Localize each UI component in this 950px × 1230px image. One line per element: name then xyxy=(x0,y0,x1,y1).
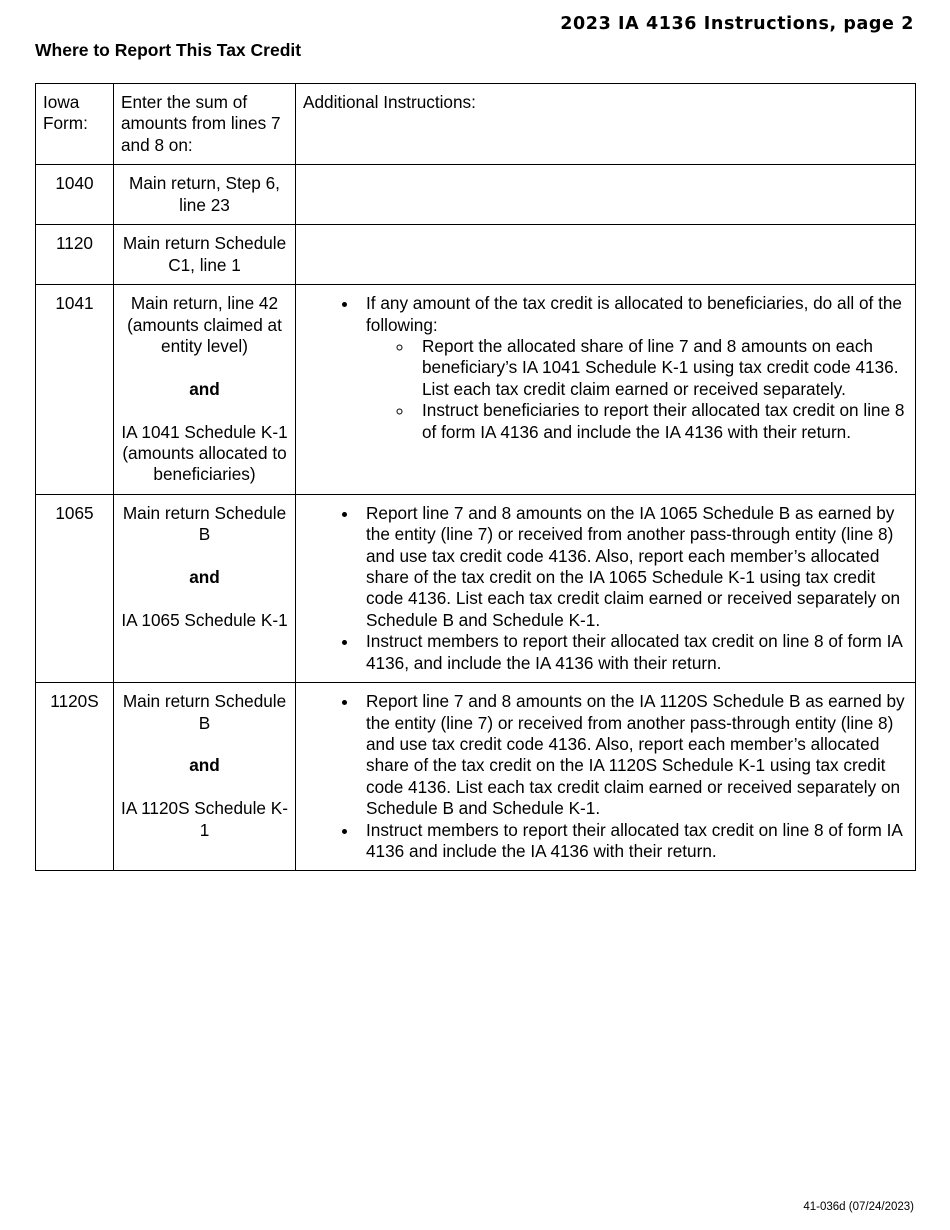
instruction-item: • Report line 7 and 8 amounts on the IA 1065 Schedule B as earned by the entity (line 7) or received from another pass-through entity (line 8) and use tax credit code 4136. Also, report each member’s allocated share of the tax credit on the IA 1065 Schedule K-1 using tax credit code 4136. List each tax credit claim earned or received separately on Schedule B and Schedule K-1. xyxy=(359,503,908,631)
header-form: Iowa Form: xyxy=(36,84,114,165)
form-number: 1041 xyxy=(36,285,114,495)
instructions-cell xyxy=(296,285,916,495)
location-line: Main return Schedule B xyxy=(122,691,287,733)
instruction-item: • Instruct members to report their allocated tax credit on line 8 of form IA 4136 and include the IA 4136 with their return. xyxy=(359,820,908,863)
and-label: and xyxy=(189,567,220,588)
header-where: Enter the sum of amounts from lines 7 and 8 on: xyxy=(114,84,296,165)
table-header-row xyxy=(36,84,916,165)
location-line: IA 1065 Schedule K-1 xyxy=(121,609,288,630)
instructions-cell xyxy=(296,494,916,682)
header-instructions: Additional Instructions: xyxy=(296,84,916,165)
report-table xyxy=(35,83,916,871)
location-line: Main return, line 42 (amounts claimed at entity level) xyxy=(127,293,282,357)
report-location xyxy=(114,494,296,682)
table-row xyxy=(36,225,916,285)
location-line: Main return Schedule B xyxy=(122,502,287,545)
sub-instruction-list xyxy=(366,336,908,443)
form-number: 1040 xyxy=(36,165,114,225)
location-line: IA 1041 Schedule K-1 (amounts allocated to beneficiaries) xyxy=(121,421,288,485)
sub-instruction-item: ◦ Instruct beneficiaries to report their allocated tax credit on line 8 of form IA 4136 and include the IA 4136 with their return. xyxy=(414,400,908,443)
instruction-list xyxy=(303,293,908,443)
section-title: Where to Report This Tax Credit xyxy=(35,40,302,60)
instruction-list xyxy=(303,691,908,862)
form-number: 1120S xyxy=(36,683,114,871)
instructions-cell xyxy=(296,683,916,871)
instruction-list xyxy=(303,503,908,674)
report-location xyxy=(114,165,296,225)
table-row xyxy=(36,494,916,682)
table-row xyxy=(36,285,916,495)
instruction-text: If any amount of the tax credit is allocated to beneficiaries, do all of the following: xyxy=(366,293,902,335)
page-header: 2023 IA 4136 Instructions, page 2 xyxy=(560,14,914,34)
and-label: and xyxy=(189,378,220,399)
table-row xyxy=(36,165,916,225)
instructions-cell xyxy=(296,165,916,225)
instruction-item: • Instruct members to report their allocated tax credit on line 8 of form IA 4136, and include the IA 4136 with their return. xyxy=(359,631,908,674)
form-number: 1065 xyxy=(36,494,114,682)
instruction-item xyxy=(359,293,908,443)
form-code: 41-036d (07/24/2023) xyxy=(803,1201,914,1213)
sub-instruction-item: ◦ Report the allocated share of line 7 and 8 amounts on each beneficiary’s IA 1041 Schedule K-1 using tax credit code 4136. List each tax credit claim earned or received separately. xyxy=(414,336,908,400)
location-line: Main return, Step 6, line 23 xyxy=(129,173,280,215)
location-line: IA 1120S Schedule K-1 xyxy=(121,798,288,840)
location-line: Main return Schedule C1, line 1 xyxy=(122,233,287,275)
instructions-cell xyxy=(296,225,916,285)
table-row xyxy=(36,683,916,871)
form-number: 1120 xyxy=(36,225,114,285)
and-label: and xyxy=(189,755,220,776)
report-location xyxy=(114,225,296,285)
instruction-item: • Report line 7 and 8 amounts on the IA 1120S Schedule B as earned by the entity (line 7) or received from another pass-through entity (line 8) and use tax credit code 4136. Also, report each member’s allocated share of the tax credit on the IA 1120S Schedule K-1 using tax credit code 4136. List each tax credit claim earned or received separately on Schedule B and Schedule K-1. xyxy=(359,691,908,819)
report-location xyxy=(114,285,296,495)
report-location xyxy=(114,683,296,871)
